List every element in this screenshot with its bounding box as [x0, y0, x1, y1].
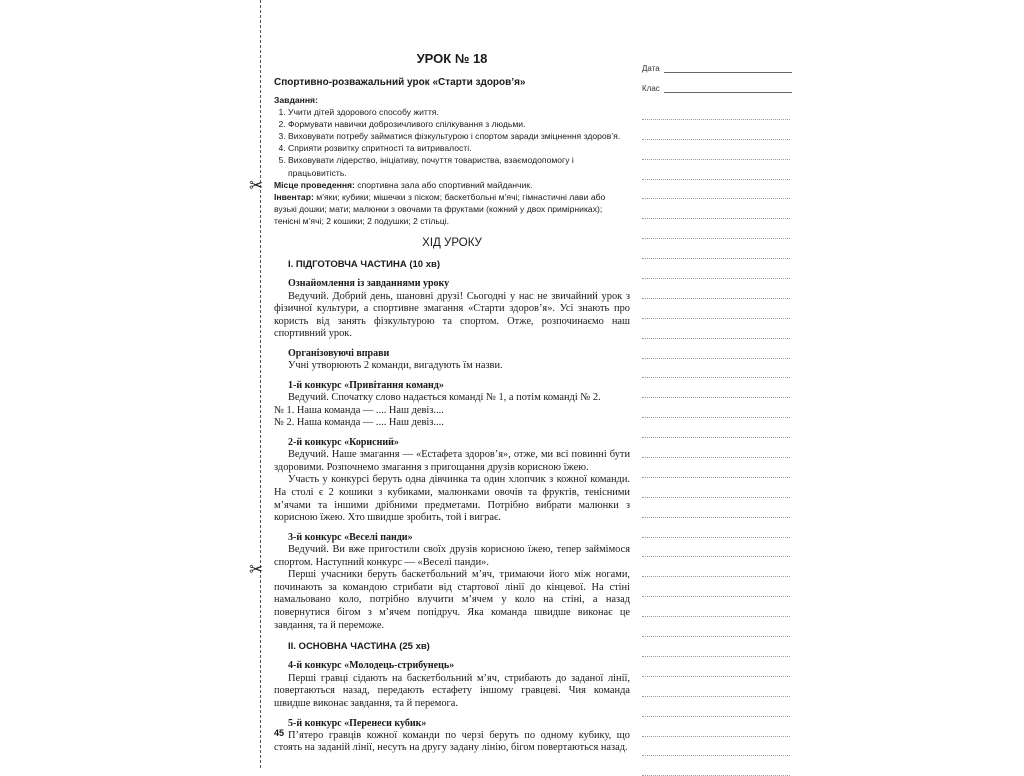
note-line — [642, 657, 790, 677]
note-line — [642, 378, 790, 398]
note-line — [642, 199, 790, 219]
place-line — [274, 179, 630, 191]
note-line — [642, 239, 790, 259]
note-line — [642, 219, 790, 239]
notes-sidebar — [642, 53, 792, 93]
inventory-line — [274, 191, 630, 228]
place-text: спортивна зала або спортивний майданчик. — [354, 179, 533, 190]
task-item: 4. Сприяти розвитку спритності та витривалості. — [288, 142, 630, 154]
note-line — [642, 160, 790, 180]
inventory-text: м’яки; кубики; мішечки з піском; баскетбольні м’ячі; гімнастичні лави або вузькі дошки; мати; малюнки з овочами та фруктами (кожний у двох примірниках); тенісні м’ячі; 2 кошики; 2 подушки; 2 стільці. — [274, 192, 606, 227]
date-label: Дата — [642, 64, 660, 73]
note-line — [642, 140, 790, 160]
note-line — [642, 299, 790, 319]
place-label: Місце проведення: — [274, 179, 355, 190]
paragraph: Перші гравці сідають на баскетбольний м’яч, стрибають до заданої лінії, повертаються назад, передають естафету іншому гравцеві. Чия команда швидше виконає завдання, та й перемога. — [274, 672, 630, 709]
note-line — [642, 538, 790, 558]
paragraph: № 2. Наша команда — .... Наш девіз.... — [274, 417, 444, 429]
note-line — [642, 418, 790, 438]
note-line — [642, 677, 790, 697]
note-line — [642, 259, 790, 279]
class-field[interactable] — [642, 73, 792, 93]
note-line — [642, 637, 790, 657]
paragraph: Участь у конкурсі беруть одна дівчинка та один хлопчик з кожної команди. На столі є 2 кошики з кубиками, малюнками овочів та фруктів, тенісними м’ячами та іншими дрібними предметами. Потрібно вибрати малюнки з корисною їжею. Хто швидше зробить, той і виграє. — [274, 474, 630, 524]
section-heading: Організовуючі вправи — [288, 347, 390, 359]
lesson-subtitle: Спортивно-розважальний урок «Старти здоров’я» — [274, 77, 526, 89]
cut-line — [260, 0, 261, 768]
note-line — [642, 478, 790, 498]
paragraph: № 1. Наша команда — .... Наш девіз.... — [274, 404, 444, 416]
contest-heading: 1-й конкурс «Привітання команд» — [288, 379, 444, 391]
date-field[interactable] — [642, 53, 792, 73]
note-line — [642, 697, 790, 717]
scissors-icon: ✂ — [249, 176, 264, 196]
tasks-heading: Завдання: — [274, 94, 318, 105]
task-item: 3. Виховувати потребу займатися фізкультурою і спортом заради зміцнення здоров’я. — [288, 130, 630, 142]
paragraph: Перші учасники беруть баскетбольний м’яч, тримаючи його між ногами, починають за командою стрибати від стартової лінії до кінцевої. На стіні намальовано коло, потрібно влучити м’ячем у коло на стіні, а назад повернутися бігом з м’ячем попідруч. Яка команда швидше виконає це завдання, та й переможе. — [274, 569, 630, 631]
paragraph: П’ятеро гравців кожної команди по черзі беруть по одному кубику, що стоять на заданій лінії, несуть на другу задану лінію, бігом повертаються назад. — [274, 729, 630, 754]
contest-heading: 4-й конкурс «Молодець-стрибунець» — [288, 660, 455, 672]
note-line — [642, 756, 790, 776]
paragraph: Ведучий. Наше змагання — «Естафета здоров’я», отже, ми всі повинні бути здоровими. Розпочнемо змагання з пригощання друзів корисною їжею. — [274, 449, 630, 473]
lesson-content — [274, 52, 630, 755]
course-heading: ХІД УРОКУ — [422, 236, 482, 249]
notes-lines — [642, 100, 790, 776]
contest-heading: 3-й конкурс «Веселі панди» — [288, 531, 413, 543]
paragraph: Учні утворюють 2 команди, вигадують їм назви. — [288, 360, 503, 372]
contest-heading: 5-й конкурс «Перенеси кубик» — [288, 717, 427, 729]
class-label: Клас — [642, 84, 660, 93]
note-line — [642, 398, 790, 418]
note-line — [642, 717, 790, 737]
date-line[interactable] — [664, 64, 792, 73]
class-line[interactable] — [664, 84, 792, 93]
note-line — [642, 120, 790, 140]
note-line — [642, 737, 790, 757]
note-line — [642, 557, 790, 577]
note-line — [642, 359, 790, 379]
contest-heading: 2-й конкурс «Корисний» — [288, 436, 399, 448]
part1-heading: І. ПІДГОТОВЧА ЧАСТИНА (10 хв) — [288, 258, 441, 270]
note-line — [642, 458, 790, 478]
inventory-label: Інвентар: — [274, 192, 314, 203]
task-item: 1. Учити дітей здорового способу життя. — [288, 106, 630, 118]
note-line — [642, 438, 790, 458]
paragraph: Ведучий. Ви вже пригостили своїх друзів корисною їжею, тепер займімося спортом. Наступний конкурс — «Веселі панди». — [274, 544, 630, 568]
note-line — [642, 597, 790, 617]
page-number: 45 — [274, 728, 285, 738]
note-line — [642, 339, 790, 359]
scissors-icon: ✂ — [249, 560, 264, 580]
note-line — [642, 577, 790, 597]
note-line — [642, 180, 790, 200]
note-line — [642, 617, 790, 637]
part2-heading: ІІ. ОСНОВНА ЧАСТИНА (25 хв) — [288, 641, 430, 653]
tasks-list — [274, 106, 630, 179]
task-item: 5. Виховувати лідерство, ініціативу, почуття товариства, взаємодопомогу і працьовитість. — [288, 154, 630, 178]
paragraph: Ведучий. Добрий день, шановні друзі! Сьогодні у нас не звичайний урок з фізичної культури, а спортивне змагання «Старти здоров’я». Усі знають про користь від занять фізкультурою та спортом. Отже, розпочинаємо наш спортивний урок. — [274, 290, 630, 340]
task-item: 2. Формувати навички доброзичливого спілкування з людьми. — [288, 118, 630, 130]
paragraph: Ведучий. Спочатку слово надається команді № 1, а потім команді № 2. — [288, 392, 601, 404]
note-line — [642, 518, 790, 538]
lesson-title: УРОК № 18 — [416, 51, 488, 66]
note-line — [642, 498, 790, 518]
note-line — [642, 319, 790, 339]
note-line — [642, 279, 790, 299]
note-line — [642, 100, 790, 120]
section-heading: Ознайомлення із завданнями уроку — [288, 278, 450, 290]
